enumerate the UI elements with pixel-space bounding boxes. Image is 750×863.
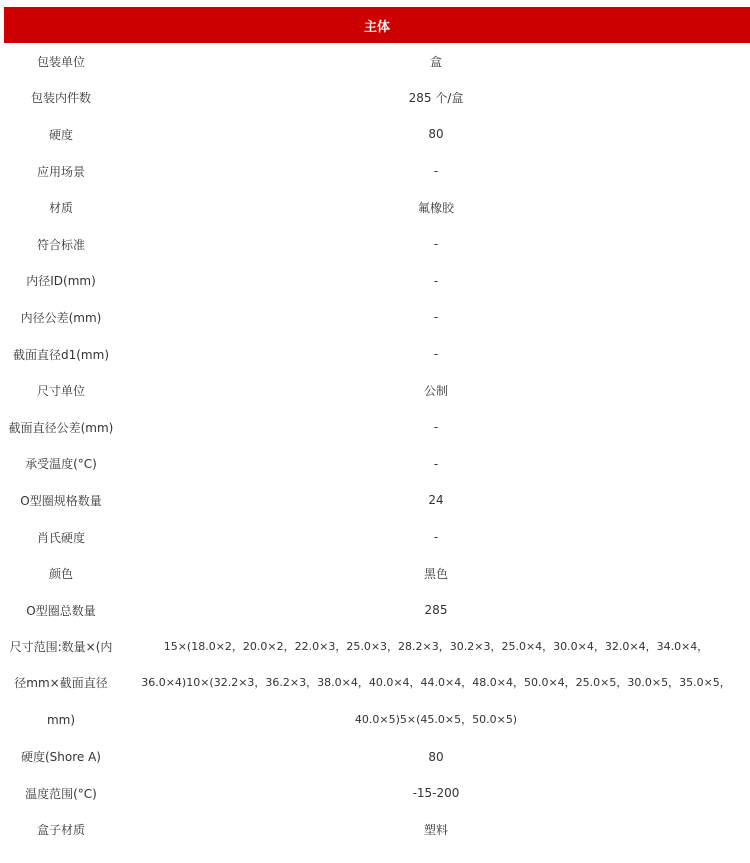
spec-label: 符合标准 [36,237,85,252]
spec-label: 截面直径d1(mm) [13,347,109,362]
spec-row-application [0,153,750,190]
spec-row-material [0,189,750,226]
spec-row-pieces-per-pack [0,80,750,117]
spec-value: 塑料 [423,823,448,838]
spec-value: - [433,530,439,545]
spec-value: - [433,347,439,362]
spec-value-line: 40.0×5)5×(45.0×5，50.0×5) [354,712,518,726]
spec-label: 材质 [48,201,73,216]
spec-label-line: mm) [46,712,76,727]
spec-value: 公制 [423,384,448,399]
spec-row-oring-total [0,592,750,629]
spec-row-size-range [0,629,750,739]
spec-label: 内径公差(mm) [20,310,102,325]
spec-row-inner-diameter [0,263,750,300]
spec-row-temperature-range [0,775,750,812]
spec-value: 80 [428,749,444,764]
spec-value: - [433,420,439,435]
spec-label: 截面直径公差(mm) [8,420,114,435]
spec-value: - [433,237,439,252]
spec-value: - [433,456,439,471]
spec-label: 包装单位 [36,54,85,69]
spec-label: 盒子材质 [36,823,85,838]
spec-value: 285 [424,603,448,618]
spec-row-temperature [0,446,750,483]
spec-row-shore-a [0,738,750,775]
spec-row-cross-section-tolerance [0,409,750,446]
spec-row-size-unit [0,372,750,409]
spec-value: -15-200 [412,786,460,801]
spec-row-color [0,555,750,592]
spec-value-line: 36.0×4)10×(32.2×3，36.2×3，38.0×4，40.0×4，44.0×4，48.0×4，50.0×4，25.0×5，30.0×5，35.0×5， [141,676,731,690]
spec-label: 肖氏硬度 [36,530,85,545]
spec-row-standard [0,226,750,263]
spec-label: O型圈总数量 [26,603,96,618]
spec-value: 24 [428,493,444,508]
spec-label: 尺寸单位 [36,384,85,399]
spec-value [122,629,750,739]
spec-row-shore-hardness [0,519,750,556]
spec-table [0,7,750,848]
spec-label: 承受温度(°C) [25,457,97,472]
spec-value: - [433,273,439,288]
spec-rows [0,43,750,848]
spec-value: - [433,164,439,179]
table-header [4,7,750,43]
spec-value: - [433,310,439,325]
spec-label: 内径ID(mm) [26,274,96,289]
spec-label: 应用场景 [36,164,85,179]
spec-label: 硬度(Shore A) [20,750,101,765]
spec-row-cross-section [0,336,750,373]
spec-value-line: 15×(18.0×2，20.0×2，22.0×3，25.0×3，28.2×3，30.2×3，25.0×4，30.0×4，32.0×4，34.0×4， [163,639,709,653]
spec-value: 盒 [429,54,442,69]
spec-value: 80 [428,127,444,142]
spec-label: 包装内件数 [30,91,91,106]
spec-row-hardness [0,116,750,153]
spec-label-line: 径mm×截面直径 [14,676,108,691]
spec-row-packaging-unit [0,43,750,80]
spec-value: 黑色 [423,567,448,582]
spec-label: O型圈规格数量 [20,493,102,508]
spec-row-box-material [0,811,750,848]
spec-label: 温度范围(°C) [25,786,97,801]
spec-label: 颜色 [48,567,73,582]
spec-label: 硬度 [48,127,73,142]
spec-label [0,629,122,739]
table-header-title: 主体 [363,19,390,35]
spec-value: 285 个/盒 [408,91,464,106]
spec-label-line: 尺寸范围:数量×(内 [9,639,113,654]
spec-row-inner-diameter-tolerance [0,299,750,336]
spec-value: 氟橡胶 [417,201,454,216]
spec-row-oring-spec-count [0,482,750,519]
